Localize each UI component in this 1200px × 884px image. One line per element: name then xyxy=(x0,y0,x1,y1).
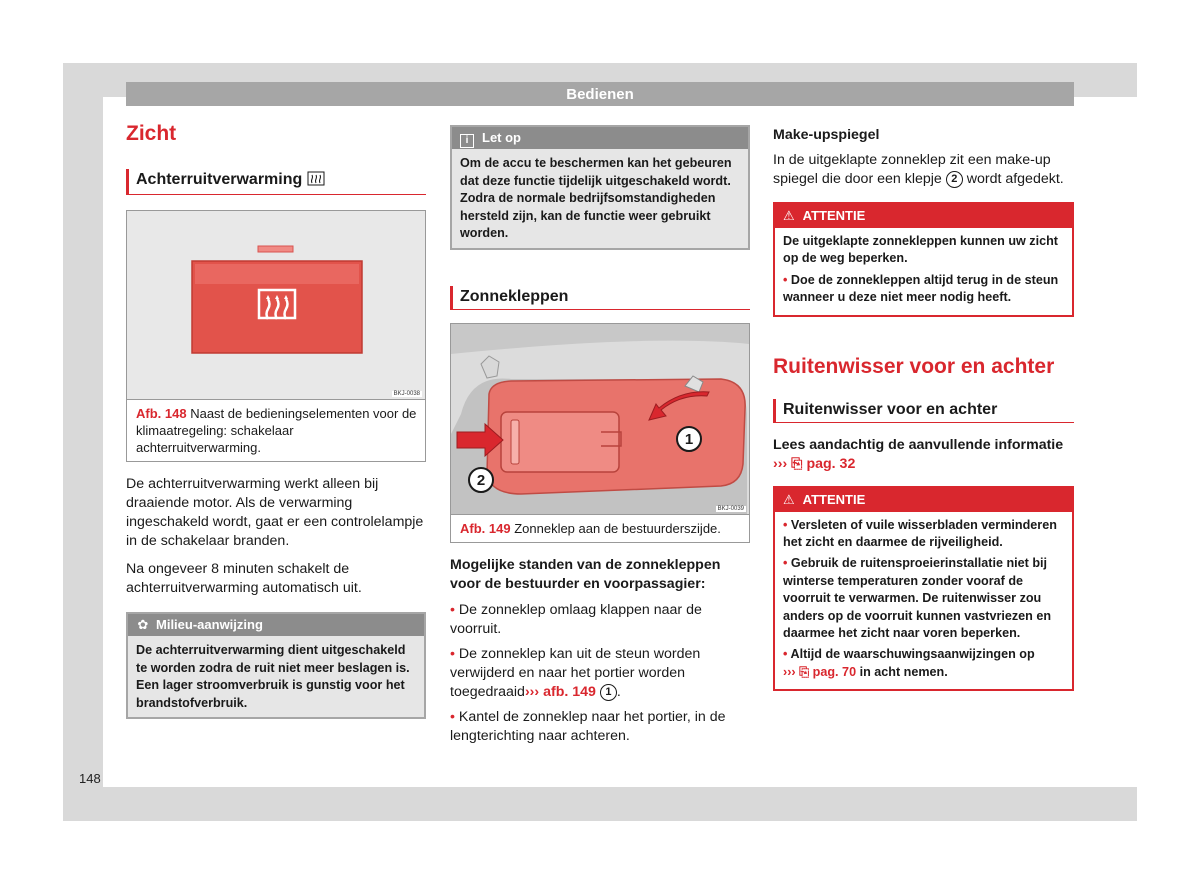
zonneklep-lead: Mogelijke standen van de zonnekleppen voor de bestuurder en voorpassagier: xyxy=(450,556,721,592)
figure-code: BKJ-0039 xyxy=(717,505,744,512)
milieu-note-box xyxy=(126,612,426,719)
subheading-ruitenwisser: Ruitenwisser voor en achter xyxy=(773,399,1074,423)
list-item: • De zonneklep omlaag klappen naar de voorruit. xyxy=(450,601,702,637)
letop-note-header xyxy=(452,127,748,149)
callout-1: 1 xyxy=(684,430,694,448)
lees-aanvullende-info: Lees aandachtig de aanvullende informatie ››› ⎘ pag. 32 xyxy=(773,436,1064,472)
letop-note-title: Let op xyxy=(482,130,521,145)
makeup-text: In de uitgeklapte zonneklep zit een make-up spiegel die door een klepje 2 wordt afgedekt. xyxy=(773,152,1064,187)
figure-ref-link[interactable]: afb. 149 xyxy=(543,683,596,700)
subheading-achterruitverwarming xyxy=(126,169,426,195)
warning-item: • Doe de zonnekleppen altijd terug in de steun wanneer u deze niet meer nodig heeft. xyxy=(783,272,1059,305)
attentie-box-1 xyxy=(773,202,1074,317)
page-number: 148 xyxy=(79,771,101,786)
page-ref-link[interactable]: pag. 70 xyxy=(812,664,857,679)
figure-149-caption xyxy=(451,514,749,542)
list-item: • Kantel de zonneklep naar het portier, in de lengterichting naar achteren. xyxy=(450,708,726,744)
attentie-body xyxy=(775,228,1072,315)
warning-item: • Versleten of vuile wisserbladen verminderen het zicht en daarmee de rijveiligheid. xyxy=(783,517,1057,550)
list-item: • De zonneklep kan uit de steun worden verwijderd en naar het portier worden toegedraaid››› afb. 149 1 . xyxy=(450,645,701,700)
subheading-zonnekleppen: Zonnekleppen xyxy=(450,286,750,310)
paragraph-achterruit-1: De achterruitverwarming werkt alleen bij draaiende motor. Als de verwarming ingeschakeld wordt, gaat er een controlelampje in de schakelaar branden. xyxy=(126,476,424,549)
warning-item: De uitgeklapte zonnekleppen kunnen uw zicht op de weg beperken. xyxy=(783,234,1058,266)
milieu-note-header xyxy=(128,614,424,636)
milieu-note-title: Milieu-aanwijzing xyxy=(156,617,263,632)
caption-text: Naast de bedieningselementen voor de klimaatregeling: schakelaar achterruitverwarming. xyxy=(136,406,417,455)
subheading-label: Achterruitverwarming xyxy=(136,171,303,188)
caption-label: Afb. 148 xyxy=(136,406,187,421)
section-title-zicht: Zicht xyxy=(126,122,177,145)
warning-item: • Gebruik de ruitensproeierinstallatie niet bij winterse temperaturen zonder vooraf de voorruit te verwarmen. De ruitenwisser zou anders op de voorruit kunnen vastvriezen en daarmee het zicht naar voren beperken. xyxy=(783,556,1052,641)
attentie-body xyxy=(775,512,1072,690)
page-ref-link[interactable]: pag. 32 xyxy=(806,455,856,472)
defrost-switch-illustration xyxy=(127,211,425,399)
paragraph-achterruit-2: Na ongeveer 8 minuten schakelt de achterruitverwarming automatisch uit. xyxy=(126,561,362,596)
column-right xyxy=(773,126,1074,691)
attentie-box-2 xyxy=(773,486,1074,692)
chapter-header: Bedienen xyxy=(126,82,1074,106)
book-reference-icon: ⎘ xyxy=(791,455,803,472)
makeup-title: Make-upspiegel xyxy=(773,127,880,143)
sun-visor-illustration xyxy=(451,324,749,514)
callout-2: 2 xyxy=(476,471,486,489)
warning-triangle-icon: ⚠ xyxy=(783,491,795,507)
flower-icon: ✿ xyxy=(137,617,149,632)
attentie-header: ⚠ ATTENTIE xyxy=(775,488,1072,512)
figure-149 xyxy=(450,323,750,543)
caption-label: Afb. 149 xyxy=(460,520,511,536)
warning-triangle-icon: ⚠ xyxy=(783,208,795,223)
figure-148 xyxy=(126,210,426,462)
info-icon: i xyxy=(460,134,474,148)
figure-149-image xyxy=(451,324,749,514)
figure-code: BKJ-0038 xyxy=(393,391,420,397)
section-title-ruitenwisser: Ruitenwisser voor en achter xyxy=(773,354,1055,378)
attentie-header: ⚠ ATTENTIE xyxy=(775,204,1072,228)
column-middle xyxy=(450,125,750,752)
rear-defrost-icon xyxy=(307,171,325,191)
letop-note-box xyxy=(450,125,750,250)
warning-item: • Altijd de waarschuwingsaanwijzingen op ››› ⎘ pag. 70 in acht nemen. xyxy=(783,647,1035,679)
caption-text: Zonneklep aan de bestuurderszijde. xyxy=(514,520,721,536)
column-left xyxy=(126,122,426,719)
zonneklep-list xyxy=(450,601,750,746)
milieu-note-text: De achterruitverwarming dient uitgeschakeld te worden zodra de ruit niet meer beslagen is. Een lager stroomverbruik is gunstig voor het brandstofverbruik. xyxy=(136,643,410,710)
letop-note-text: Om de accu te beschermen kan het gebeuren dat deze functie tijdelijk uitgeschakeld wordt. Zodra de normale bedrijfsomstandigheden hersteld zijn, kan de functie weer gebruikt worden. xyxy=(460,156,732,240)
figure-148-caption xyxy=(127,399,425,461)
figure-148-image xyxy=(127,211,425,399)
